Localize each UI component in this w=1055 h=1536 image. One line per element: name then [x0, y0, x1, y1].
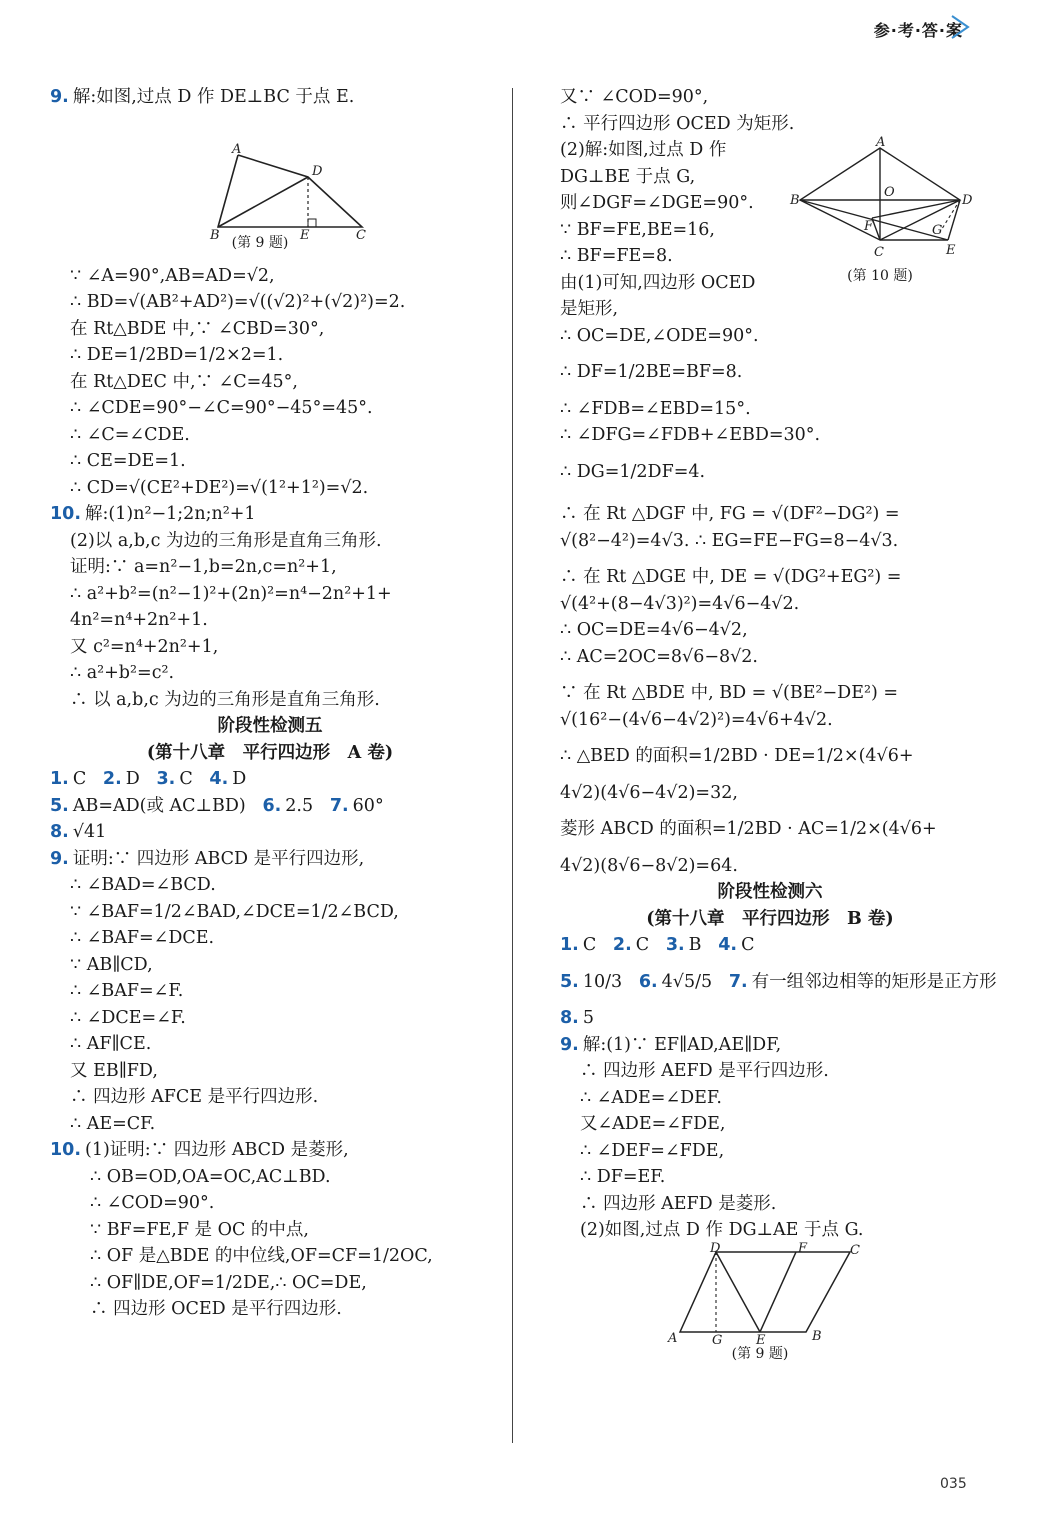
fig9-label-B: B: [210, 227, 220, 243]
solution-line: ∵ BF=FE,BE=16,: [560, 219, 715, 240]
fig10-label-B: B: [790, 193, 800, 208]
solution-line: ∴ 平行四边形 OCED 为矩形.: [560, 113, 795, 134]
solution-line: ∵ BF=FE,F 是 OC 的中点,: [90, 1219, 309, 1240]
solution-line: ∴ ∠BAD=∠BCD.: [70, 875, 216, 895]
solution-line: 又∠ADE=∠FDE,: [580, 1114, 726, 1134]
solution-line: 4√2)(8√6−8√2)=64.: [560, 855, 738, 876]
solution-line: ∴ 在 Rt △DGF 中, FG = √(DF²−DG²) =: [560, 504, 900, 524]
solution-line: ∵ ∠BAF=1/2∠BAD,∠DCE=1/2∠BCD,: [70, 901, 399, 922]
p9-line: 9. 证明:∵ 四边形 ABCD 是平行四边形,: [50, 848, 365, 869]
solution-line: ∴ DF=1/2BE=BF=8.: [560, 362, 743, 382]
solution-line: ∴ DG=1/2DF=4.: [560, 461, 706, 482]
figure-caption: (第 9 题): [231, 234, 289, 251]
solution-line: 菱形 ABCD 的面积=1/2BD · AC=1/2×(4√6+: [560, 819, 937, 839]
solution-line: ∴ OB=OD,OA=OC,AC⊥BD.: [90, 1166, 331, 1187]
solution-line: 4√2)(4√6−4√2)=32,: [560, 782, 738, 803]
fig9-label-E: E: [300, 227, 310, 243]
answers-row: 5. AB=AD(或 AC⊥BD) 6. 2.5 7. 60°: [50, 795, 384, 816]
solution-line: ∴ OC=DE=4√6−4√2,: [560, 620, 748, 640]
solution-line: ∴ BF=FE=8.: [560, 246, 673, 266]
solution-line: ∴ OF 是△BDE 的中位线,OF=CF=1/2OC,: [90, 1246, 433, 1266]
column-divider: [512, 88, 513, 1443]
solution-line: ∴ OC=DE,∠ODE=90°.: [560, 325, 759, 346]
solution-line: ∴ CE=DE=1.: [70, 451, 186, 471]
solution-line: ∴ ∠DCE=∠F.: [70, 1007, 186, 1028]
solution-line: √(8²−4²)=4√3. ∴ EG=FE−FG=8−4√3.: [560, 530, 899, 551]
solution-line: ∴ ∠C=∠CDE.: [70, 424, 190, 445]
q9-line: 9. 解:如图,过点 D 作 DE⊥BC 于点 E.: [50, 87, 355, 107]
answers-row: 5. 10/3 6. 4√5/5 7. 有一组邻边相等的矩形是正方形: [560, 971, 997, 992]
solution-line: 4n²=n⁴+2n²+1.: [70, 610, 208, 630]
fig10-label-D: D: [962, 193, 973, 208]
answers-row: 8. √41: [50, 822, 107, 842]
solution-line: 又∵ ∠COD=90°,: [560, 87, 709, 107]
answers-row: 8. 5: [560, 1008, 594, 1028]
solution-line: √(4²+(8−4√3)²)=4√6−4√2.: [560, 593, 800, 614]
answers-row: 1. C 2. C 3. B 4. C: [560, 935, 755, 955]
solution-line: 证明:∵ a=n²−1,b=2n,c=n²+1,: [70, 557, 337, 577]
solution-line: ∴ △BED 的面积=1/2BD · DE=1/2×(4√6+: [560, 746, 914, 766]
fig10-label-A: A: [876, 135, 886, 150]
solution-line: 在 Rt△BDE 中,∵ ∠CBD=30°,: [70, 318, 325, 339]
solution-line: (2)解:如图,过点 D 作: [560, 140, 727, 160]
q10-line: 10. 解:(1)n²−1;2n;n²+1: [50, 504, 256, 524]
header-title: 参·考·答·案: [873, 21, 963, 40]
fig9-label-A: A: [232, 141, 242, 157]
fig9b-label-E: E: [756, 1332, 766, 1348]
figure-caption: (第 10 题): [847, 268, 913, 284]
left-column: [50, 84, 490, 1323]
fig9b-label-G: G: [712, 1332, 723, 1348]
fig9-label-D: D: [312, 163, 323, 179]
section-title: 阶段性检测六: [717, 882, 823, 902]
fig10-label-O: O: [884, 185, 895, 200]
solution-line: ∴ ∠BAF=∠DCE.: [70, 928, 215, 948]
section-title: 阶段性检测五: [217, 716, 323, 736]
section-subtitle: (第十八章 平行四边形 A 卷): [146, 742, 394, 763]
fig10-label-C: C: [874, 245, 884, 260]
solution-line: ∴ DE=1/2BD=1/2×2=1.: [70, 345, 284, 365]
solution-line: ∴ ∠DEF=∠FDE,: [580, 1140, 725, 1161]
solution-line: ∴ 以 a,b,c 为边的三角形是直角三角形.: [70, 689, 380, 710]
solution-line: ∴ 在 Rt △DGE 中, DE = √(DG²+EG²) =: [560, 567, 902, 587]
fig9b-label-F: F: [798, 1240, 808, 1256]
solution-line: ∴ BD=√(AB²+AD²)=√((√2)²+(√2)²)=2.: [70, 292, 406, 312]
solution-line: ∵ 在 Rt △BDE 中, BD = √(BE²−DE²) =: [560, 683, 899, 703]
solution-line: ∴ ∠ADE=∠DEF.: [580, 1087, 722, 1108]
solution-line: ∴ AE=CF.: [70, 1113, 156, 1134]
solution-line: ∵ ∠A=90°,AB=AD=√2,: [70, 265, 275, 286]
fig9b-label-C: C: [850, 1242, 860, 1258]
right-column: [560, 84, 997, 1364]
solution-line: 在 Rt△DEC 中,∵ ∠C=45°,: [70, 371, 298, 392]
solution-line: (2)如图,过点 D 作 DG⊥AE 于点 G.: [580, 1220, 864, 1240]
solution-line: (2)以 a,b,c 为边的三角形是直角三角形.: [70, 530, 382, 551]
solution-line: 由(1)可知,四边形 OCED: [560, 272, 756, 293]
section-subtitle: (第十八章 平行四边形 B 卷): [646, 908, 894, 929]
solution-line: ∴ ∠FDB=∠EBD=15°.: [560, 398, 751, 419]
solution-line: ∴ AC=2OC=8√6−8√2.: [560, 646, 758, 667]
fig9b-label-D: D: [710, 1240, 721, 1256]
solution-line: 又 EB∥FD,: [70, 1060, 158, 1081]
solution-line: ∴ ∠DFG=∠FDB+∠EBD=30°.: [560, 425, 821, 445]
solution-line: ∴ OF∥DE,OF=1/2DE,∴ OC=DE,: [90, 1272, 367, 1293]
fig9-label-C: C: [356, 227, 366, 243]
solution-line: ∴ AF∥CE.: [70, 1034, 152, 1054]
solution-line: 是矩形,: [560, 299, 619, 319]
solution-line: ∴ a²+b²=(n²−1)²+(2n)²=n⁴−2n²+1+: [70, 583, 392, 604]
page-number: 035: [940, 1476, 967, 1492]
fig10-label-F: F: [864, 219, 874, 234]
solution-line: √(16²−(4√6−4√2)²)=4√6+4√2.: [560, 709, 833, 730]
solution-line: 又 c²=n⁴+2n²+1,: [70, 636, 219, 657]
chevron-right-icon: [949, 14, 971, 40]
figure-q10-rhombus: [790, 135, 973, 280]
solution-line: ∴ ∠BAF=∠F.: [70, 981, 184, 1001]
solution-line: ∴ 四边形 AEFD 是菱形.: [580, 1193, 777, 1214]
solution-line: ∴ ∠COD=90°.: [90, 1193, 215, 1213]
p10-line: 10. (1)证明:∵ 四边形 ABCD 是菱形,: [50, 1140, 349, 1160]
solution-line: ∴ 四边形 AEFD 是平行四边形.: [580, 1061, 829, 1081]
figure-caption: (第 9 题): [731, 1345, 789, 1362]
solution-line: ∴ DF=EF.: [580, 1167, 666, 1187]
fig10-label-E: E: [946, 243, 956, 258]
solution-line: 则∠DGF=∠DGE=90°.: [560, 193, 754, 213]
solution-line: ∴ a²+b²=c².: [70, 663, 175, 683]
fig9b-label-A: A: [668, 1330, 678, 1346]
fig9b-label-B: B: [812, 1328, 822, 1344]
solution-line: ∴ ∠CDE=90°−∠C=90°−45°=45°.: [70, 398, 373, 418]
solution-line: ∴ 四边形 OCED 是平行四边形.: [90, 1299, 342, 1319]
answers-row: 1. C 2. D 3. C 4. D: [50, 769, 247, 789]
solution-line: DG⊥BE 于点 G,: [560, 166, 696, 187]
figure-q9-rhombus-parallelogram: [560, 1240, 980, 1348]
fig10-label-G: G: [932, 223, 943, 238]
solution-line: ∴ CD=√(CE²+DE²)=√(1²+1²)=√2.: [70, 477, 369, 498]
solution-line: ∵ AB∥CD,: [70, 954, 153, 975]
solution-line: ∴ 四边形 AFCE 是平行四边形.: [70, 1087, 319, 1107]
p9-line: 9. 解:(1)∵ EF∥AD,AE∥DF,: [560, 1034, 782, 1055]
